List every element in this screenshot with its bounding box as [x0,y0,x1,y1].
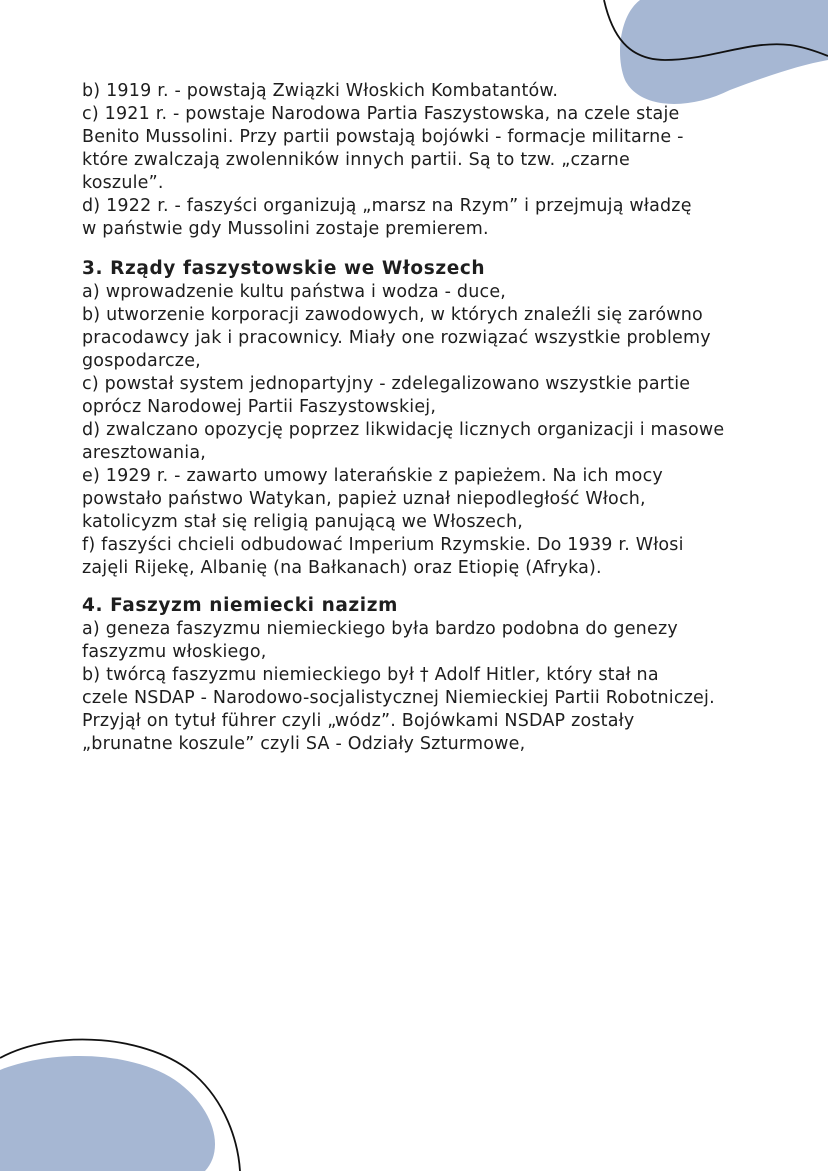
note-line: a) geneza faszyzmu niemieckiego była bardzo podobna do genezy [82,619,678,639]
section-2-continued [82,80,762,241]
note-line: pracodawcy jak i pracownicy. Miały one rozwiązać wszystkie problemy [82,328,711,348]
bottom-left-curve [0,1039,240,1171]
note-line: Przyjął on tytuł führer czyli „wódz”. Bojówkami NSDAP zostały [82,711,635,731]
note-line: katolicyzm stał się religią panującą we Włoszech, [82,512,524,532]
note-line: d) 1922 r. - faszyści organizują „marsz na Rzym” i przejmują władzę [82,196,692,216]
note-line: f) faszyści chcieli odbudować Imperium Rzymskie. Do 1939 r. Włosi [82,535,684,555]
section-4 [82,594,762,756]
note-line: faszyzmu włoskiego, [82,642,267,662]
note-line: b) utworzenie korporacji zawodowych, w których znaleźli się zarówno [82,305,703,325]
note-line: b) 1919 r. - powstają Związki Włoskich Kombatantów. [82,81,559,101]
note-line: gospodarcze, [82,351,201,371]
notes-page [82,80,762,756]
note-line: powstało państwo Watykan, papież uznał niepodległość Włoch, [82,489,646,509]
note-line: które zwalczają zwolenników innych partii. Są to tzw. „czarne [82,150,630,170]
note-line: c) powstał system jednopartyjny - zdelegalizowano wszystkie partie [82,374,691,394]
note-line: oprócz Narodowej Partii Faszystowskiej, [82,397,437,417]
note-line: e) 1929 r. - zawarto umowy laterańskie z papieżem. Na ich mocy [82,466,663,486]
section-3 [82,257,762,580]
note-line: b) twórcą faszyzmu niemieckiego był † Adolf Hitler, który stał na [82,665,659,685]
note-line: c) 1921 r. - powstaje Narodowa Partia Faszystowska, na czele staje [82,104,680,124]
note-line: koszule”. [82,173,164,193]
note-line: aresztowania, [82,443,207,463]
top-right-curve [604,0,828,60]
note-line: Benito Mussolini. Przy partii powstają bojówki - formacje militarne - [82,127,684,147]
note-line: czele NSDAP - Narodowo-socjalistycznej Niemieckiej Partii Robotniczej. [82,688,715,708]
note-line: zajęli Rijekę, Albanię (na Bałkanach) oraz Etiopię (Afryka). [82,558,602,578]
section-heading: 3. Rządy faszystowskie we Włoszech [82,258,486,279]
note-line: w państwie gdy Mussolini zostaje premierem. [82,219,489,239]
note-line: d) zwalczano opozycję poprzez likwidację licznych organizacji i masowe [82,420,725,440]
note-line: a) wprowadzenie kultu państwa i wodza - duce, [82,282,507,302]
note-line: „brunatne koszule” czyli SA - Odziały Szturmowe, [82,734,526,754]
bottom-left-blob [0,1056,215,1171]
section-heading: 4. Faszyzm niemiecki nazizm [82,595,398,616]
